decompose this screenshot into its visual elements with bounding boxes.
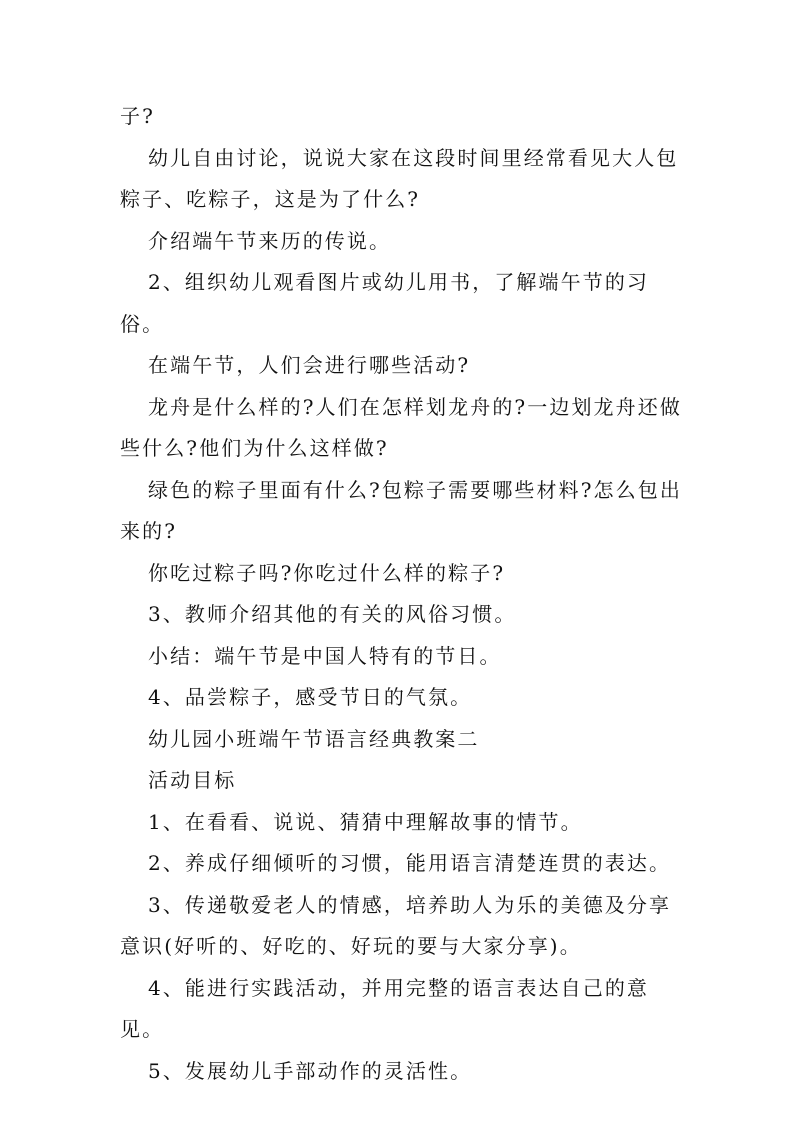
paragraph: 小结：端午节是中国人特有的节日。 (148, 643, 502, 668)
paragraph: 3、传递敬爱老人的情感，培养助人为乐的美德及分享意识(好听的、好吃的、好玩的要与大家分享)。 (120, 892, 672, 958)
paragraph: 绿色的粽子里面有什么?包粽子需要哪些材料?怎么包出来的? (120, 477, 682, 543)
paragraph: 4、能进行实践活动，并用完整的语言表达自己的意见。 (120, 975, 650, 1041)
paragraph: 4、品尝粽子，感受节日的气氛。 (148, 685, 473, 709)
paragraph-continuation: 子? (120, 104, 155, 128)
document-body (120, 96, 690, 1092)
paragraph: 在端午节，人们会进行哪些活动? (148, 353, 471, 377)
paragraph: 介绍端午节来历的传说。 (148, 228, 392, 253)
paragraph: 3、教师介绍其他的有关的风俗习惯。 (148, 602, 517, 626)
section-heading: 活动目标 (148, 768, 237, 792)
paragraph: 2、养成仔细倾听的习惯，能用语言清楚连贯的表达。 (148, 851, 672, 875)
paragraph: 5、发展幼儿手部动作的灵活性。 (148, 1058, 473, 1083)
paragraph: 2、组织幼儿观看图片或幼儿用书，了解端午节的习俗。 (120, 270, 650, 336)
paragraph: 1、在看看、说说、猜猜中理解故事的情节。 (148, 809, 583, 834)
paragraph: 龙舟是什么样的?人们在怎样划龙舟的?一边划龙舟还做些什么?他们为什么这样做? (120, 394, 682, 460)
paragraph: 你吃过粽子吗?你吃过什么样的粽子? (148, 560, 506, 585)
paragraph: 幼儿自由讨论，说说大家在这段时间里经常看见大人包粽子、吃粽子，这是为了什么? (120, 145, 679, 211)
section-title: 幼儿园小班端午节语言经典教案二 (148, 726, 480, 751)
